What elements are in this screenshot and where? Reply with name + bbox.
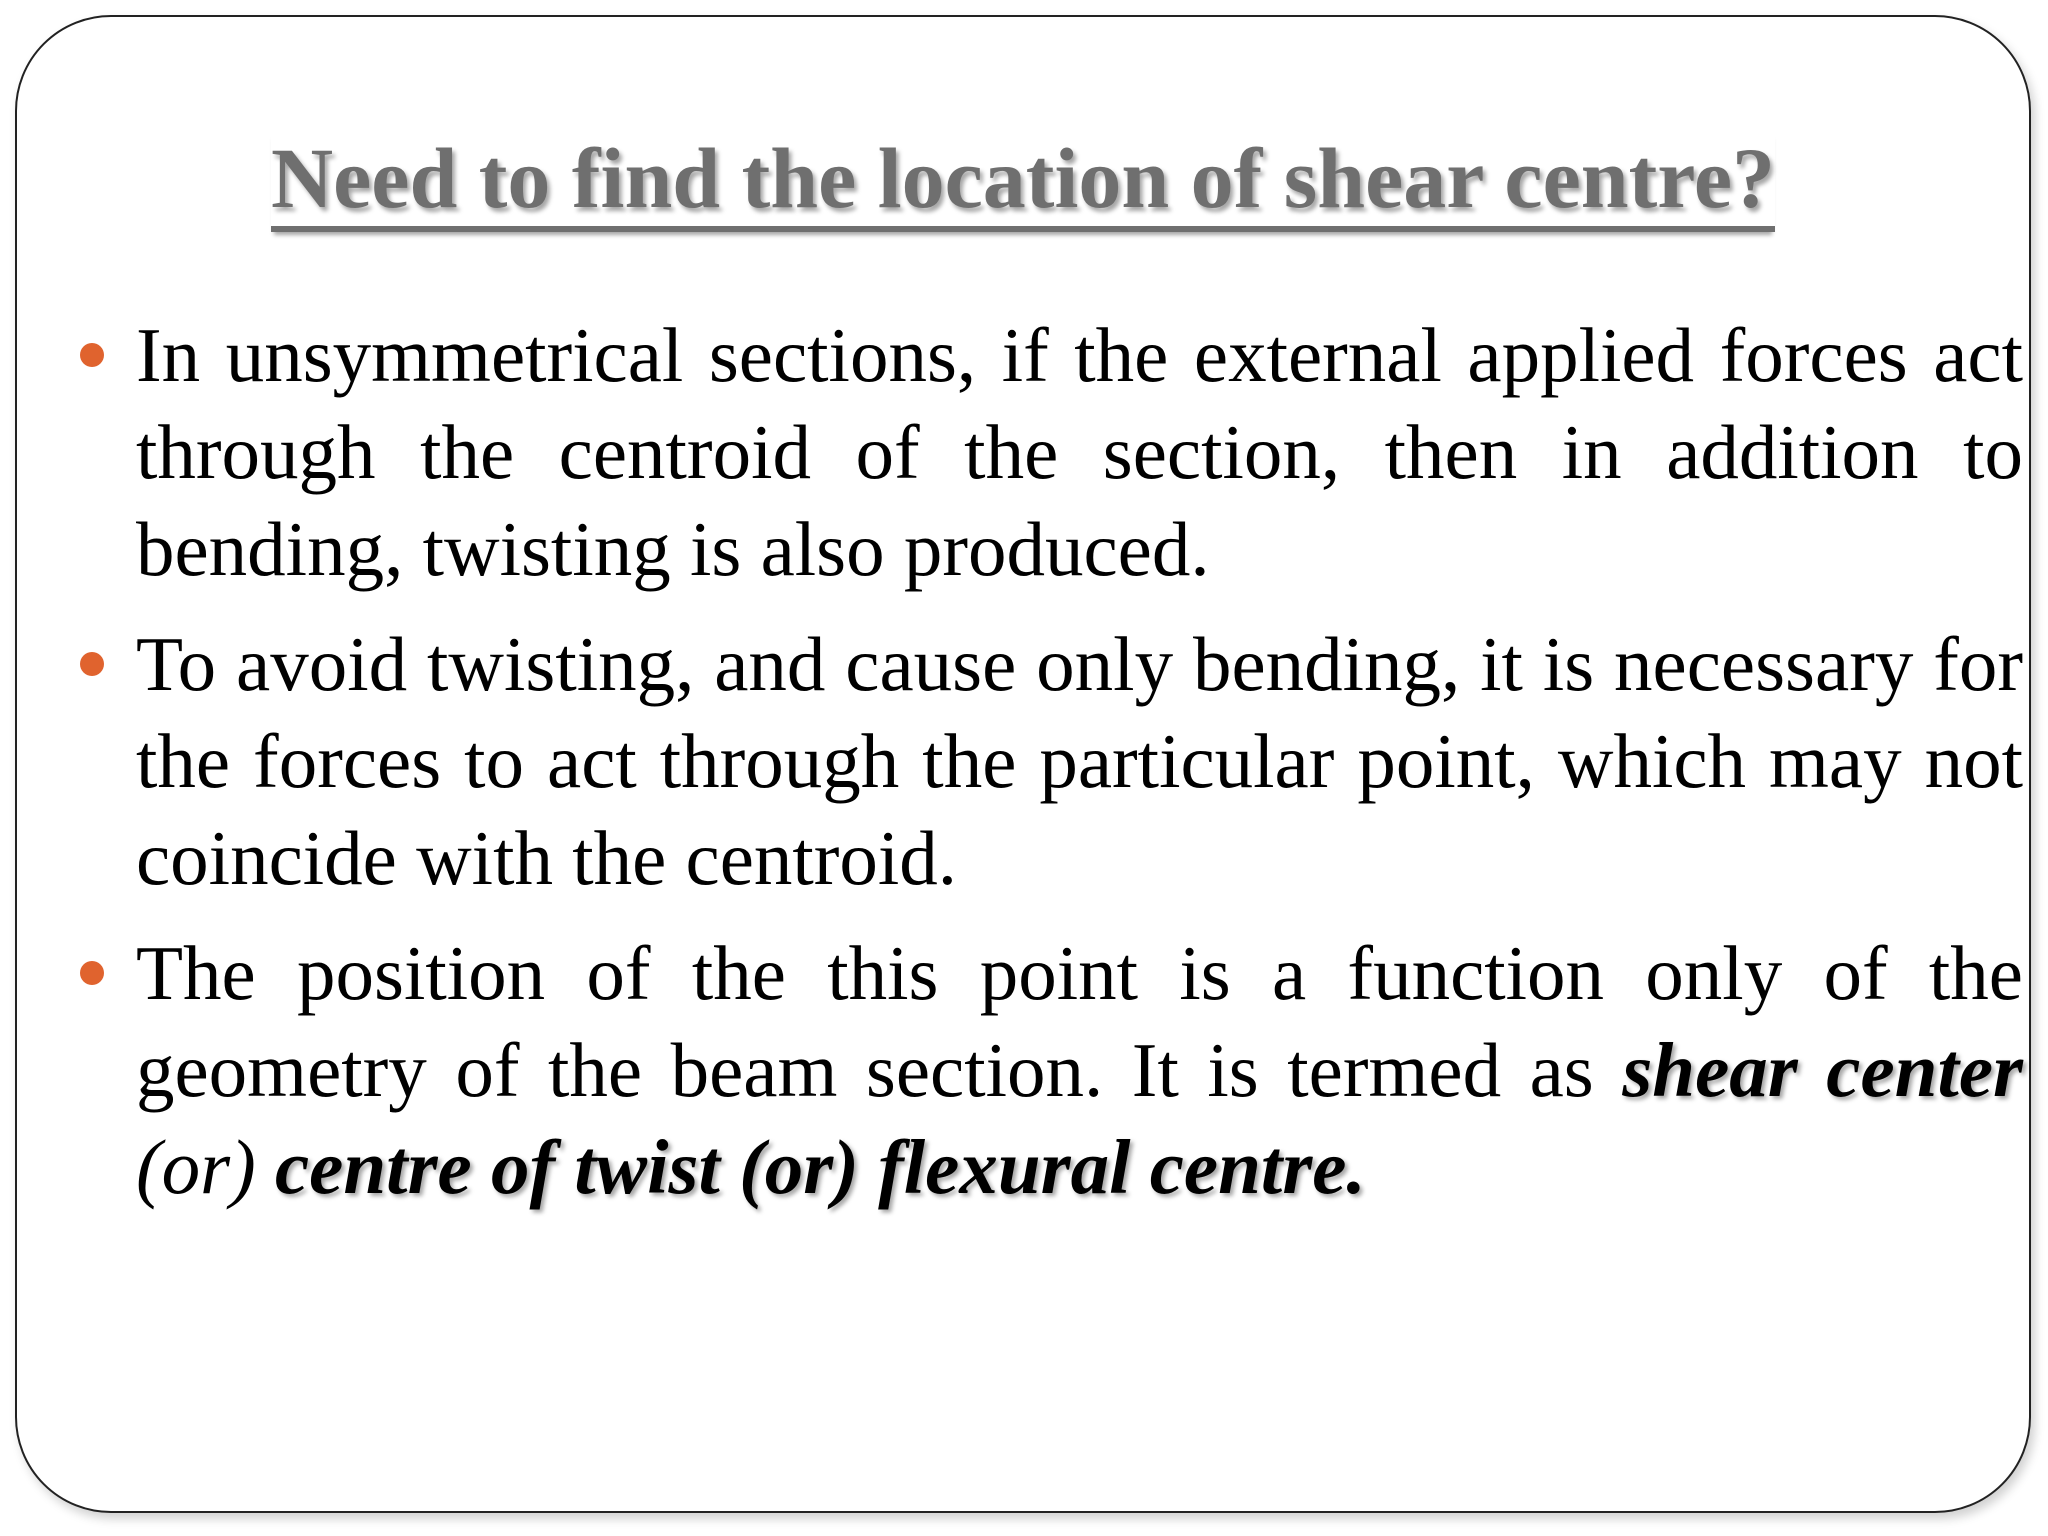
term-shear-center: shear center [1622,1027,2023,1113]
slide-title-text: Need to find the location of shear centre? [271,130,1775,232]
bullet-dot-icon [80,652,104,676]
bullet-dot-icon [80,961,104,985]
bullet-text: To avoid twisting, and cause only bending, it is necessary for the forces to act through the particular point, which may not coincide with the centroid. [136,621,2023,901]
bullet-item [17,307,2031,598]
bullet-item [17,616,2031,907]
slide-title [17,129,2029,228]
bullet-dot-icon [80,343,104,367]
slide [15,15,2031,1513]
term-centre-of-twist: centre of twist [275,1124,720,1210]
term-connector: (or) [719,1124,879,1210]
bullet-text: The position of the this point is a function only of the geometry of the beam section. It is termed as [136,930,2023,1113]
bullet-list [17,307,2031,1234]
bullet-text: In unsymmetrical sections, if the external applied forces act through the centroid of the section, then in addition to bending, twisting is also produced. [136,312,2023,592]
term-connector: (or) [136,1124,275,1210]
bullet-item [17,925,2031,1216]
term-flexural-centre: flexural centre. [878,1124,1366,1210]
